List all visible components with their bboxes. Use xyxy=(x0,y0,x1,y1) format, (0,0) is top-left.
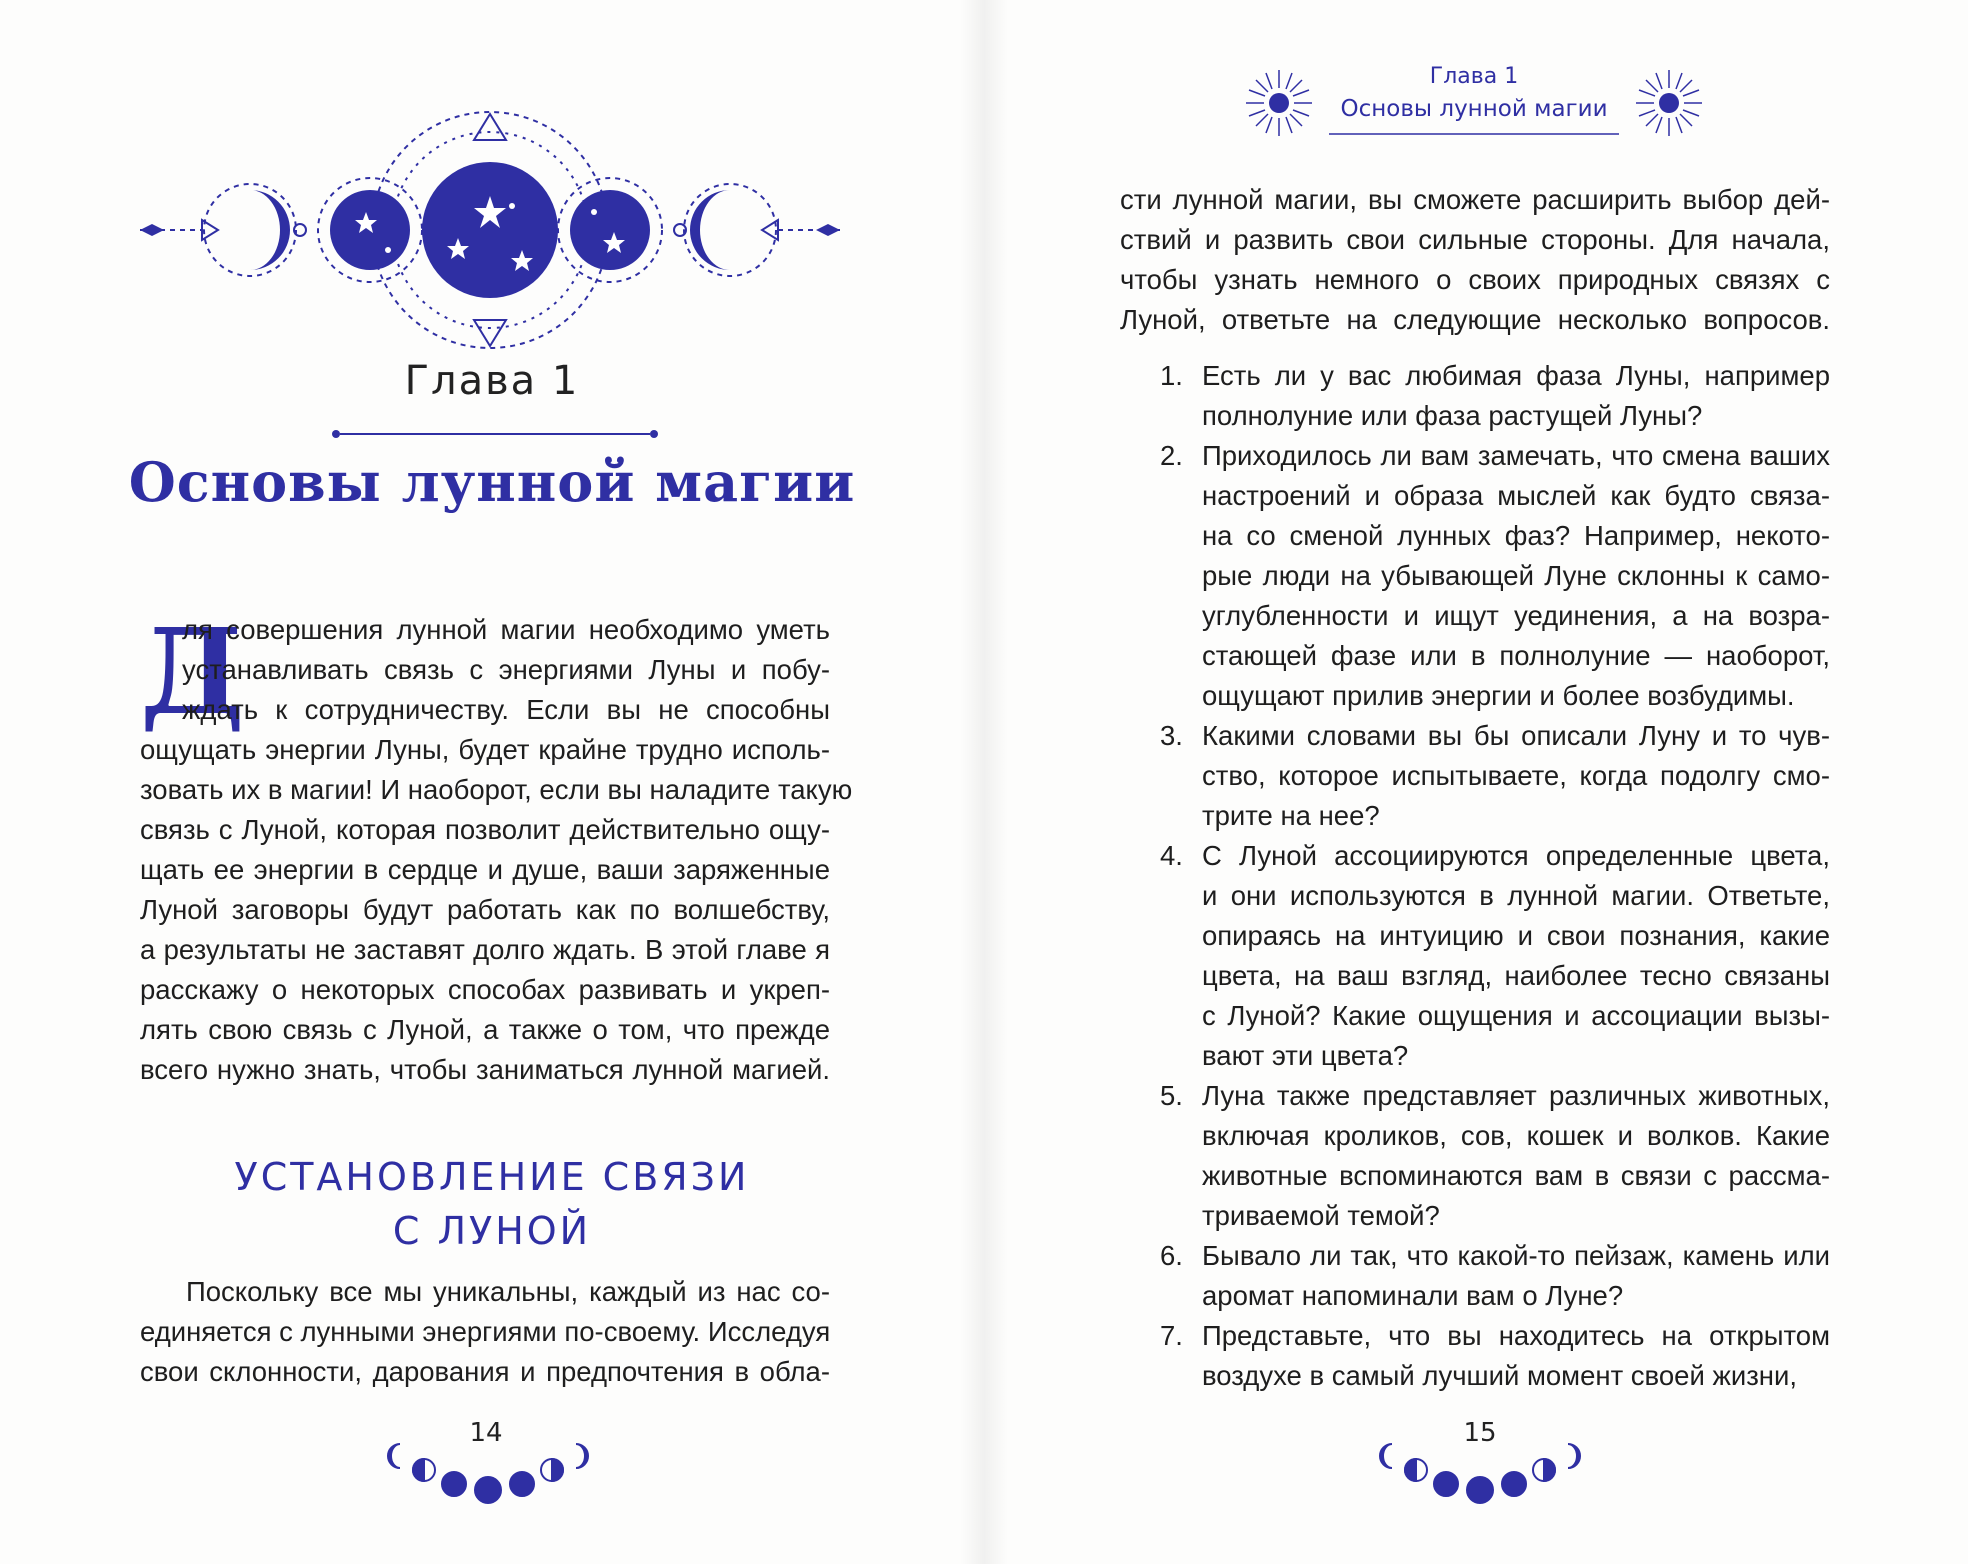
question-item xyxy=(1120,1236,1830,1316)
questions-list xyxy=(1120,356,1830,1396)
moon-phases-footer xyxy=(1370,1436,1590,1506)
text-line: щать ее энергии в сердце и душе, ваши заряженные xyxy=(140,854,830,885)
question-number: 6. xyxy=(1160,1240,1183,1271)
question-line: ощущают прилив энергии и более возбудимы. xyxy=(1202,680,1795,711)
question-line: полнолуние или фаза растущей Луны? xyxy=(1202,400,1703,431)
question-line: Бывало ли так, что какой-то пейзаж, камень или xyxy=(1202,1240,1830,1271)
text-line: всего нужно знать, чтобы заниматься лунной магией. xyxy=(140,1054,830,1085)
text-line: Луной заговоры будут работать как по волшебству, xyxy=(140,894,830,925)
question-number: 5. xyxy=(1160,1080,1183,1111)
section-heading-line: С ЛУНОЙ xyxy=(392,1209,592,1253)
right-page xyxy=(984,0,1968,1564)
question-line: Приходилось ли вам замечать, что смена ваших xyxy=(1202,440,1830,471)
question-line: включая кроликов, сов, кошек и волков. Какие xyxy=(1202,1120,1830,1151)
running-header-rule xyxy=(1329,130,1619,138)
question-line: с Луной? Какие ощущения и ассоциации вызы- xyxy=(1202,1000,1830,1031)
running-header-title: Основы лунной магии xyxy=(1340,96,1608,122)
text-line: связь с Луной, которая позволит действительно ощу- xyxy=(140,814,830,845)
text-line: расскажу о некоторых способах развивать и укреп- xyxy=(140,974,830,1005)
chapter-title: Основы лунной магии xyxy=(128,450,856,514)
question-line: Представьте, что вы находитесь на открытом xyxy=(1202,1320,1830,1351)
question-line: воздухе в самый лучший момент своей жизни, xyxy=(1202,1360,1797,1391)
drop-cap: Д xyxy=(140,602,245,741)
text-line: Поскольку все мы уникальны, каждый из нас со- xyxy=(186,1276,830,1307)
text-line: а результаты не заставят долго ждать. В этой главе я xyxy=(140,934,830,965)
question-number: 2. xyxy=(1160,440,1183,471)
question-line: С Луной ассоциируются определенные цвета, xyxy=(1202,840,1830,871)
text-line: устанавливать связь с энергиями Луны и побу- xyxy=(182,654,830,685)
question-item xyxy=(1120,716,1830,836)
question-line: животные вспоминаются вам в связи с рассма- xyxy=(1202,1160,1830,1191)
text-line: ощущать энергии Луны, будет крайне трудно исполь- xyxy=(140,734,830,765)
intro-paragraph-cont xyxy=(140,730,853,1090)
question-line: триваемой темой? xyxy=(1202,1200,1440,1231)
question-number: 4. xyxy=(1160,840,1183,871)
question-number: 1. xyxy=(1160,360,1183,391)
running-header-label: Глава 1 xyxy=(1429,64,1519,89)
question-line: опираясь на интуицию и свои познания, какие xyxy=(1202,920,1830,951)
question-line: настроений и образа мыслей как будто связа- xyxy=(1202,480,1830,511)
question-item xyxy=(1120,436,1830,716)
question-line: углубленности и ищут уединения, а на возра- xyxy=(1202,600,1830,631)
continued-paragraph xyxy=(1120,180,1830,340)
question-line: и они используются в лунной магии. Ответьте, xyxy=(1202,880,1830,911)
section-heading xyxy=(0,1150,984,1258)
section-paragraph xyxy=(140,1272,830,1392)
chapter-label: Глава 1 xyxy=(404,358,580,404)
text-line: зовать их в магии! И наоборот, если вы наладите такую xyxy=(140,774,853,805)
page-number: 15 xyxy=(1463,1418,1497,1448)
question-item xyxy=(1120,356,1830,436)
sun-icon xyxy=(1634,68,1704,138)
text-line: ждать к сотрудничеству. Если вы не способны xyxy=(182,694,830,725)
question-line: вают эти цвета? xyxy=(1202,1040,1409,1071)
moon-phases-ornament xyxy=(140,110,840,350)
question-line: рые люди на убывающей Луне склонны к само- xyxy=(1202,560,1830,591)
text-line: единяется с лунными энергиями по-своему. Исследуя xyxy=(140,1316,831,1347)
text-line: свои склонности, дарования и предпочтения в обла- xyxy=(140,1356,830,1387)
question-line: Какими словами вы бы описали Луну и то чув- xyxy=(1202,720,1830,751)
text-line: ля совершения лунной магии необходимо уметь xyxy=(182,614,830,645)
question-item xyxy=(1120,1316,1830,1396)
section-heading-line: УСТАНОВЛЕНИЕ СВЯЗИ xyxy=(234,1155,750,1199)
question-number: 7. xyxy=(1160,1320,1183,1351)
moon-phases-footer xyxy=(378,1436,598,1506)
question-number: 3. xyxy=(1160,720,1183,751)
chapter-divider xyxy=(330,424,660,444)
text-line: ствий и развить свои сильные стороны. Для начала, xyxy=(1120,224,1830,255)
question-line: на со сменой лунных фаз? Например, некото- xyxy=(1202,520,1830,551)
intro-paragraph xyxy=(182,610,830,730)
question-item xyxy=(1120,1076,1830,1236)
question-line: ство, которое испытываете, когда подолгу смо- xyxy=(1202,760,1830,791)
question-line: стающей фазе или в полнолуние — наоборот, xyxy=(1202,640,1830,671)
question-line: трите на нее? xyxy=(1202,800,1380,831)
question-line: Есть ли у вас любимая фаза Луны, например xyxy=(1202,360,1830,391)
text-line: чтобы узнать немного о своих природных связях с xyxy=(1120,264,1830,295)
question-line: Луна также представляет различных животных, xyxy=(1202,1080,1830,1111)
text-line: лять свою связь с Луной, а также о том, что прежде xyxy=(140,1014,830,1045)
text-line: сти лунной магии, вы сможете расширить выбор дей- xyxy=(1120,184,1830,215)
question-item xyxy=(1120,836,1830,1076)
question-line: аромат напоминали вам о Луне? xyxy=(1202,1280,1624,1311)
running-header xyxy=(1234,62,1714,142)
page-number: 14 xyxy=(469,1418,503,1448)
text-line: Луной, ответьте на следующие несколько вопросов. xyxy=(1120,304,1830,335)
question-line: цвета, на ваш взгляд, наиболее тесно связаны xyxy=(1202,960,1830,991)
